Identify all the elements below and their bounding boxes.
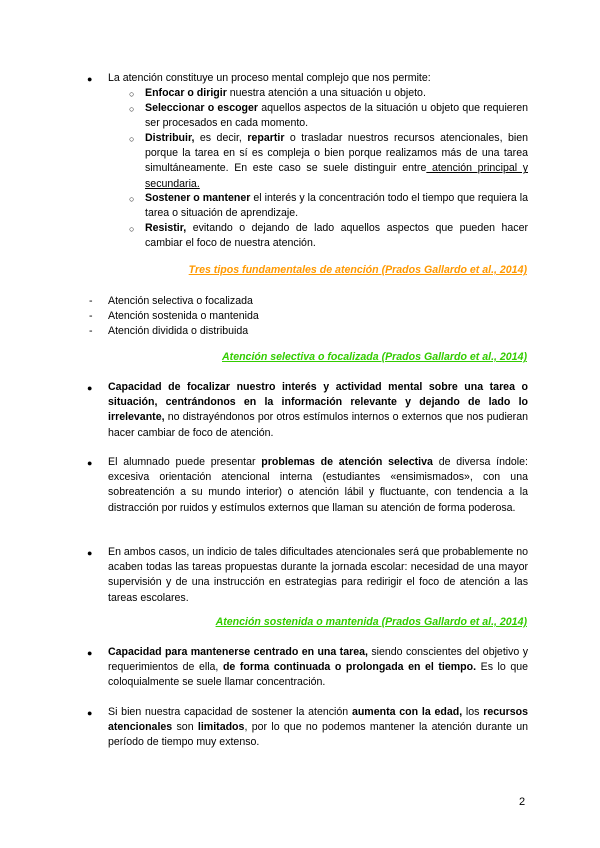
bullet-icon: ● [87, 458, 93, 468]
page-number: 2 [519, 796, 526, 808]
intro-item-5: Resistir, evitando o dejando de lado aquellos aspectos que pueden hacer cambiar el foco de nuestra atención. [145, 222, 528, 250]
bullet-icon: ● [87, 74, 93, 84]
selective-paragraph-2: El alumnado puede presentar problemas de atención selectiva de diversa índole: excesiva orientación atencional interna (estudiantes «ensimismados», con una sobreatención a su mundo interior) o atención lábil y fluctuante, con tendencia a la distracción por ruidos y estímulos externos que llaman su atención de forma poderosa. [108, 456, 528, 514]
bullet-icon: ● [87, 548, 93, 558]
type-item-1: Atención selectiva o focalizada [108, 295, 253, 307]
intro-item-2: Seleccionar o escoger aquellos aspectos de la situación u objeto que requieren ser procesados en cada momento. [145, 102, 529, 130]
sub-bullet-icon: ○ [129, 224, 135, 234]
bullet-icon: ● [87, 708, 93, 718]
dash-icon: - [89, 310, 93, 322]
sustained-paragraph-2: Si bien nuestra capacidad de sostener la atención aumenta con la edad, los recursos atencionales son limitados, por lo que no podemos mantener la atención durante un período de tiempo muy extenso. [108, 706, 528, 749]
bullet-icon: ● [87, 648, 93, 658]
sub-bullet-icon: ○ [129, 134, 135, 144]
bullet-icon: ● [87, 383, 93, 393]
dash-icon: - [89, 295, 93, 307]
selective-paragraph-1: Capacidad de focalizar nuestro interés y actividad mental sobre una tarea o situación, centrándonos en la información relevante y dejando de lado lo irrelevante, no distrayéndonos por otros estímulos internos o externos que nos pudieran hacer cambiar de foco de atención. [108, 381, 528, 439]
section-heading-sustained: Atención sostenida o mantenida (Prados Gallardo et al., 2014) [215, 616, 527, 628]
sustained-paragraph-1: Capacidad para mantenerse centrado en una tarea, siendo conscientes del objetivo y requerimientos de ella, de forma continuada o prolongada en el tiempo. Es lo que coloquialmente se suele llamar concentración. [108, 646, 528, 689]
sub-bullet-icon: ○ [129, 104, 135, 114]
selective-paragraph-3: En ambos casos, un indicio de tales dificultades atencionales será que probablemente no acaben todas las tareas propuestas durante la jornada escolar: necesidad de una mayor supervisión y de una instrucción en estrategias para redirigir el foco de atención a las tareas escolares. [108, 546, 528, 604]
type-item-3: Atención dividida o distribuida [108, 325, 249, 337]
sub-bullet-icon: ○ [129, 194, 135, 204]
intro-lead: La atención constituye un proceso mental complejo que nos permite: [108, 72, 431, 84]
type-item-2: Atención sostenida o mantenida [108, 310, 259, 322]
section-heading-types: Tres tipos fundamentales de atención (Prados Gallardo et al., 2014) [188, 264, 527, 276]
intro-item-3: Distribuir, es decir, repartir o trasladar nuestros recursos atencionales, bien porque la tarea en sí es compleja o bien porque realizamos más de una tarea simultáneamente. En este caso se suele distinguir entre atención principal y secundaria. [145, 132, 529, 190]
section-heading-selective: Atención selectiva o focalizada (Prados Gallardo et al., 2014) [222, 351, 527, 363]
intro-item-1: Enfocar o dirigir nuestra atención a una situación u objeto. [145, 87, 426, 99]
intro-item-4: Sostener o mantener el interés y la concentración todo el tiempo que requiera la tarea o situación de aprendizaje. [145, 192, 528, 220]
dash-icon: - [89, 325, 93, 337]
sub-bullet-icon: ○ [129, 89, 135, 99]
